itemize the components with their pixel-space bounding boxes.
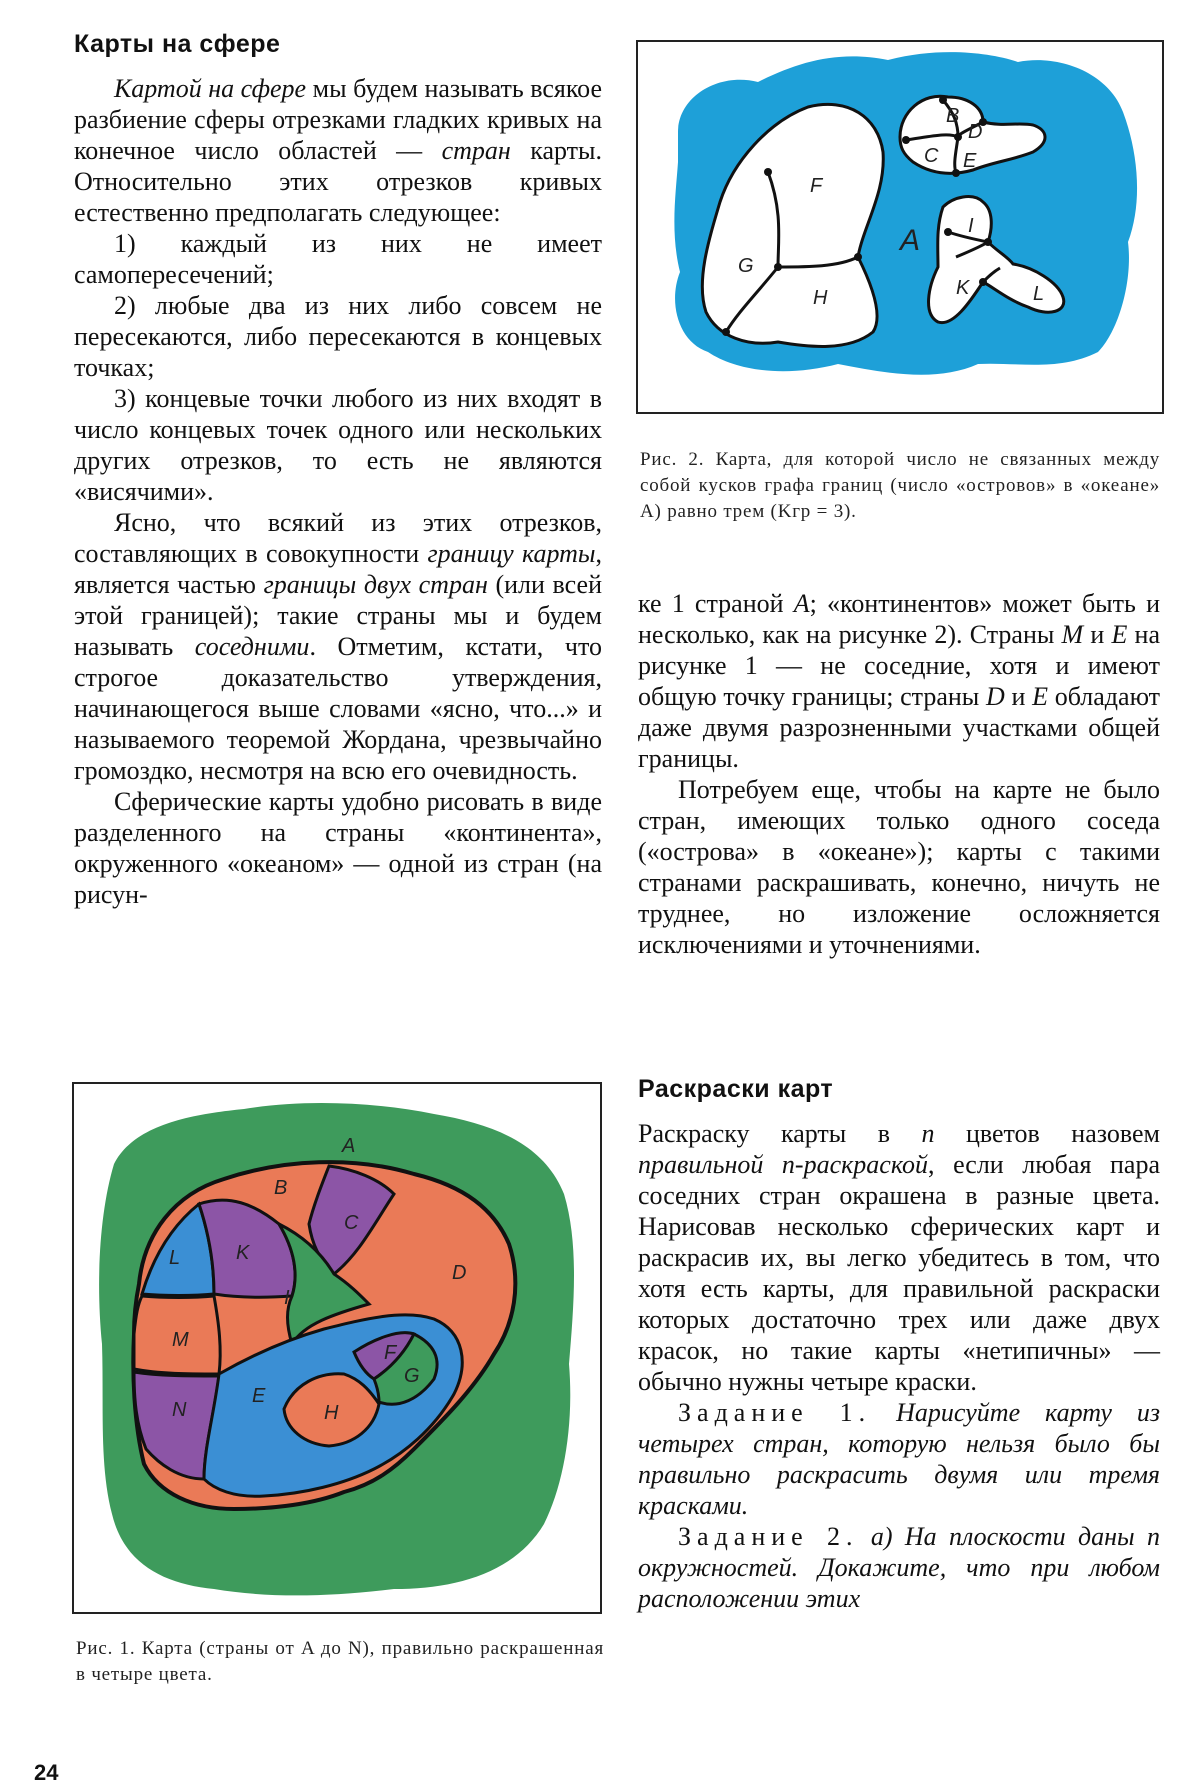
fig1-label-L: L xyxy=(169,1247,181,1269)
fig1-label-I: I xyxy=(284,1287,290,1309)
section-title-map-coloring: Раскраски карт xyxy=(638,1075,834,1103)
fig2-label-G: G xyxy=(738,255,754,277)
fig2-label-L: L xyxy=(1033,283,1045,305)
section-coloring xyxy=(638,1075,1160,1614)
fig2-label-H: H xyxy=(813,287,828,309)
page-number: 24 xyxy=(34,1760,59,1785)
paragraph-continents: ке 1 страной A; «континентов» может быть и несколько, как на рисунке 2). Страны M и E на рисунке 1 — не соседние, хотя и имеют общую точку границы; страны D и E обладают даже двумя разрозненными участками общей границы. xyxy=(638,589,1161,773)
fig1-label-C: C xyxy=(344,1212,359,1234)
fig1-label-M: M xyxy=(172,1329,189,1351)
figure-2-map xyxy=(638,42,1162,412)
figure-2 xyxy=(636,40,1164,414)
fig1-label-D: D xyxy=(452,1262,467,1284)
left-column xyxy=(74,30,602,910)
fig1-label-E: E xyxy=(252,1385,266,1407)
fig2-label-K: K xyxy=(956,277,970,299)
list-item-2: 2) любые два из них либо совсем не пересекаются, либо пересекаются в концевых точках; xyxy=(74,291,602,382)
paragraph-islands: Потребуем еще, чтобы на карте не было стран, имеющих только одного соседа («острова» в «океане»); карты с такими странами раскрашивать, конечно, ничуть не труднее, но изложение осложняется исключениями и уточнениями. xyxy=(638,775,1160,959)
fig1-label-F: F xyxy=(384,1342,397,1364)
fig1-label-G: G xyxy=(404,1365,420,1387)
fig1-label-H: H xyxy=(324,1402,339,1424)
figure-1-map xyxy=(74,1084,600,1612)
paragraph-definition: Картой на сфере мы будем называть всякое разбиение сферы отрезками гладких кривых на конечное число областей — стран карты. Относительно этих отрезков кривых естественно предполагать следующее: xyxy=(74,74,603,227)
task-2: Задание 2. а) На плоскости даны n окружностей. Докажите, что при любом расположении этих xyxy=(638,1522,1161,1613)
fig1-label-K: K xyxy=(236,1242,250,1264)
term-map-on-sphere: Картой на сфере xyxy=(114,74,307,103)
section-title-maps-on-sphere: Карты на сфере xyxy=(74,30,281,58)
fig2-label-E: E xyxy=(963,150,977,172)
figure-1-caption: Рис. 1. Карта (страны от A до N), правильно раскрашенная в четыре цвета. xyxy=(76,1638,604,1685)
paragraph-coloring-definition: Раскраску карты в n цветов назовем правильной n-раскраской, если любая пара соседних стран окрашена в разные цвета. Нарисовав несколько сферических карт и раскрасив их, вы легко убедитесь в том, что хотя есть карты, для правильной раскраски которых достаточно трех или даже двух красок, но такие карты «нетипичны» — обычно нужны четыре краски. xyxy=(638,1119,1160,1396)
fig1-label-B: B xyxy=(274,1177,288,1199)
fig1-label-N: N xyxy=(172,1399,187,1421)
fig1-label-A: A xyxy=(342,1135,356,1157)
figure-2-caption: Рис. 2. Карта, для которой число не связанных между собой кусков графа границ (число «островов» в «океане» A) равно трем (Kгр = 3). xyxy=(640,449,1160,522)
fig2-label-B: B xyxy=(946,105,960,127)
figure-1 xyxy=(72,1082,602,1614)
fig2-label-A: A xyxy=(900,224,921,257)
fig2-label-F: F xyxy=(810,175,823,197)
fig2-label-D: D xyxy=(968,121,983,143)
paragraph-jordan: Ясно, что всякий из этих отрезков, составляющих в совокупности границу карты, является частью границы двух стран (или всей этой границей); такие страны мы и будем называть соседними. Отметим, кстати, что строгое доказательство утверждения, начинающегося выше словами «ясно, что...» и называемого теоремой Жордана, чрезвычайно громоздко, несмотря на всю его очевидность. xyxy=(74,508,602,785)
fig2-label-I: I xyxy=(968,215,974,237)
paragraph-spherical-maps: Сферические карты удобно рисовать в виде разделенного на страны «континента», окруженного «океаном» — одной из стран (на рисун- xyxy=(74,787,602,909)
list-item-3: 3) концевые точки любого из них входят в число концевых точек одного или нескольких других отрезков, то есть не являются «висячими». xyxy=(74,384,602,506)
list-item-1: 1) каждый из них не имеет самопересечений; xyxy=(74,229,602,289)
right-column-continuation xyxy=(638,588,1160,960)
task-1: Задание 1. Нарисуйте карту из четырех стран, которую нельзя было бы правильно раскрасить двумя или тремя красками. xyxy=(638,1398,1160,1520)
fig2-label-C: C xyxy=(924,145,939,167)
